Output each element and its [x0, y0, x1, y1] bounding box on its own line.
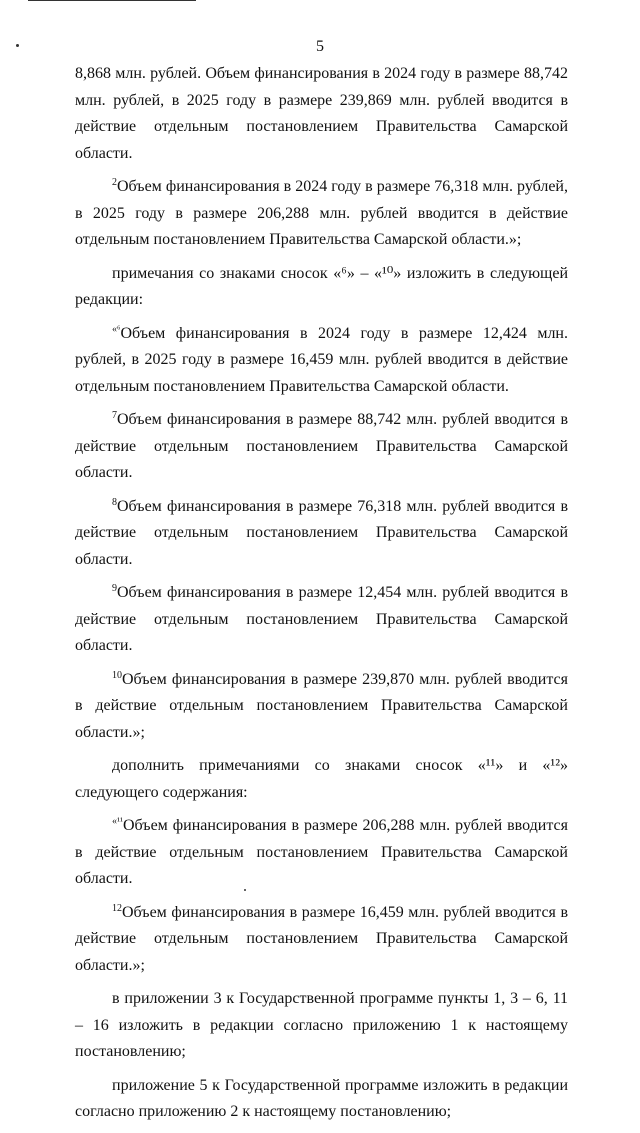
- paragraph-text: Объем финансирования в размере 88,742 млн. рублей вводится в действие отдельным постановлением Правительства Самарской области.: [75, 411, 568, 481]
- paragraph: [75, 667, 568, 747]
- paragraph: [75, 813, 568, 893]
- header-rule: [28, 0, 196, 1]
- paragraph-text: 8,868 млн. рублей. Объем финансирования в 2024 году в размере 88,742 млн. рублей, в 2025 году в размере 239,869 млн. рублей вводится в действие отдельным постановлением Правительства Самарской области.: [75, 65, 568, 162]
- page-number: 5: [316, 38, 324, 55]
- footnote-marker: 9: [112, 583, 117, 594]
- footnote-marker: «¹¹: [112, 816, 123, 827]
- paragraph-text: Объем финансирования в 2024 году в размере 76,318 млн. рублей, в 2025 году в размере 206,288 млн. рублей вводится в действие отдельным постановлением Правительства Самарской области.»;: [75, 178, 568, 248]
- paragraph-text: примечания со знаками сносок «⁶» – «¹⁰» изложить в следующей редакции:: [75, 264, 568, 308]
- paragraph-text: приложение 5 к Государственной программе изложить в редакции согласно приложению 2 к настоящему постановлению;: [75, 1076, 568, 1120]
- paragraph: [75, 1073, 568, 1126]
- footnote-marker: «⁶: [112, 323, 121, 335]
- paragraph-text: Объем финансирования в размере 12,454 млн. рублей вводится в действие отдельным постановлением Правительства Самарской области.: [75, 584, 568, 654]
- paragraph: [75, 321, 568, 401]
- footnote-marker: 12: [112, 902, 122, 914]
- paragraph: [75, 261, 568, 314]
- footnote-marker: 10: [112, 669, 122, 681]
- paragraph: [75, 986, 568, 1066]
- paragraph-text: дополнить примечаниями со знаками сносок «¹¹» и «¹²» следующего содержания:: [75, 757, 568, 801]
- paragraph: [75, 494, 568, 574]
- paragraph: [75, 407, 568, 487]
- footnote-marker: 8: [112, 496, 117, 508]
- document-body: [75, 61, 568, 1133]
- paragraph-text: Объем финансирования в размере 206,288 млн. рублей вводится в действие отдельным постановлением Правительства Самарской области.: [75, 817, 568, 887]
- footnote-marker: 2: [112, 177, 117, 188]
- paragraph: [75, 580, 568, 660]
- paragraph: [75, 61, 568, 167]
- paragraph: [75, 174, 568, 254]
- footnote-marker: 7: [112, 410, 117, 421]
- paragraph-text: в приложении 3 к Государственной программе пункты 1, 3 – 6, 11 – 16 изложить в редакции согласно приложению 1 к настоящему постановлению;: [75, 990, 568, 1060]
- paragraph-text: Объем финансирования в размере 16,459 млн. рублей вводится в действие отдельным постановлением Правительства Самарской области.»;: [75, 903, 568, 974]
- paragraph-text: Объем финансирования в размере 239,870 млн. рублей вводится в действие отдельным постановлением Правительства Самарской области.»;: [75, 670, 568, 741]
- paragraph-text: Объем финансирования в 2024 году в размере 12,424 млн. рублей, в 2025 году в размере 16,459 млн. рублей вводится в действие отдельным постановлением Правительства Самарской области.: [75, 324, 568, 395]
- paragraph: [75, 753, 568, 806]
- paragraph-text: Объем финансирования в размере 76,318 млн. рублей вводится в действие отдельным постановлением Правительства Самарской области.: [75, 497, 568, 568]
- paragraph: [75, 900, 568, 980]
